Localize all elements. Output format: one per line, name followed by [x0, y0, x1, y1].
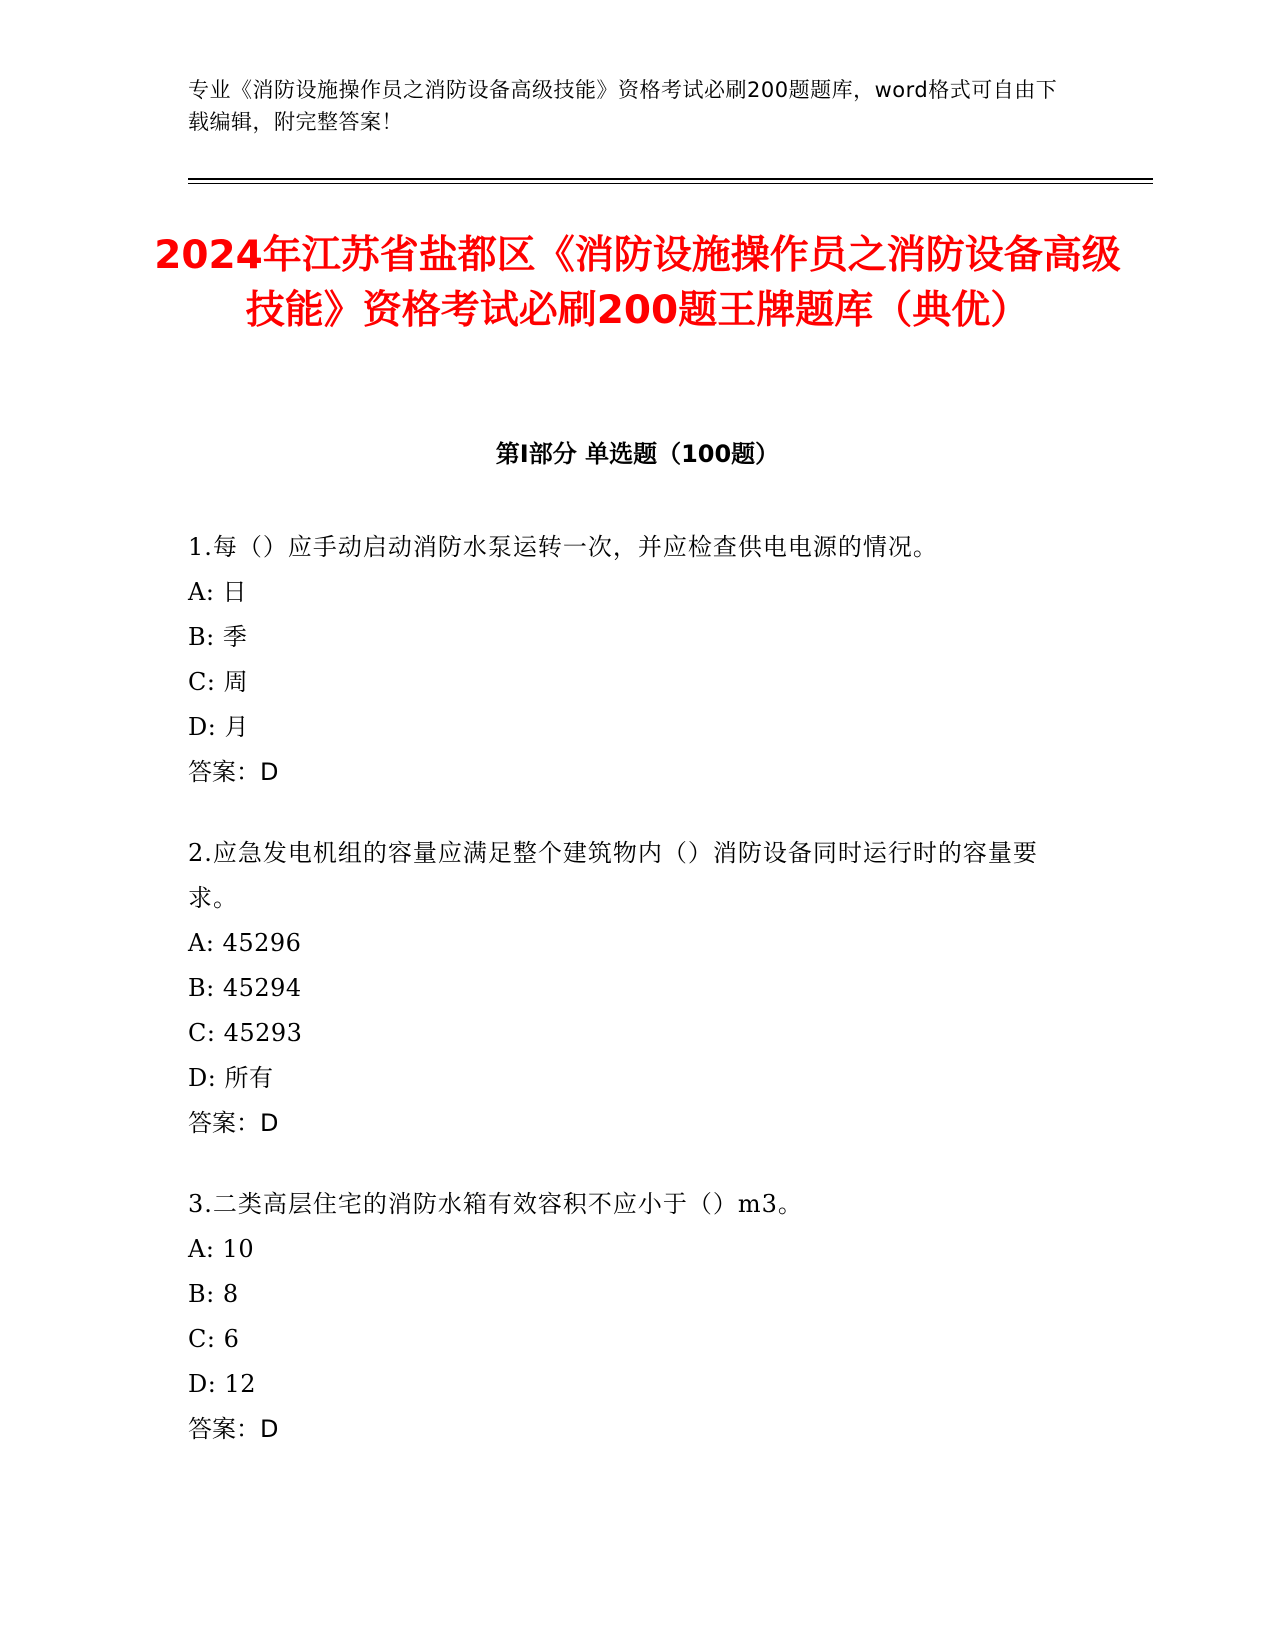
- question-stem: 3.二类高层住宅的消防水箱有效容积不应小于（）m3。: [188, 1190, 803, 1218]
- option-c: C: 6: [188, 1325, 240, 1353]
- option-b: B: 45294: [188, 974, 302, 1002]
- option-d: D: 所有: [188, 1064, 274, 1092]
- option-b: B: 8: [188, 1280, 239, 1308]
- option-a: A: 日: [188, 578, 248, 606]
- option-c: C: 45293: [188, 1019, 303, 1047]
- section-title: 第I部分 单选题（100题）: [495, 440, 780, 468]
- answer: 答案：D: [188, 1109, 279, 1137]
- main-title: 2024年江苏省盐都区《消防设施操作员之消防设备高级技能》资格考试必刷200题王牌题库（典优）: [154, 233, 1121, 333]
- question-1: [188, 525, 1068, 795]
- option-d: D: 12: [188, 1370, 256, 1398]
- option-a: A: 45296: [188, 929, 302, 957]
- question-stem: 1.每（）应手动启动消防水泵运转一次，并应检查供电电源的情况。: [188, 533, 938, 561]
- option-a: A: 10: [188, 1235, 255, 1263]
- option-c: C: 周: [188, 668, 249, 696]
- question-stem: 2.应急发电机组的容量应满足整个建筑物内（）消防设备同时运行时的容量要求。: [188, 839, 1038, 912]
- option-d: D: 月: [188, 713, 249, 741]
- header-rule-thin: [188, 183, 1153, 184]
- question-list: [188, 525, 1068, 1488]
- option-b: B: 季: [188, 623, 248, 651]
- question-2: [188, 831, 1068, 1146]
- answer: 答案：D: [188, 758, 279, 786]
- answer: 答案：D: [188, 1415, 279, 1443]
- question-3: [188, 1182, 1068, 1452]
- header-note: 专业《消防设施操作员之消防设备高级技能》资格考试必刷200题题库，word格式可自由下载编辑，附完整答案！: [188, 78, 1058, 134]
- header-rule-thick: [188, 178, 1153, 180]
